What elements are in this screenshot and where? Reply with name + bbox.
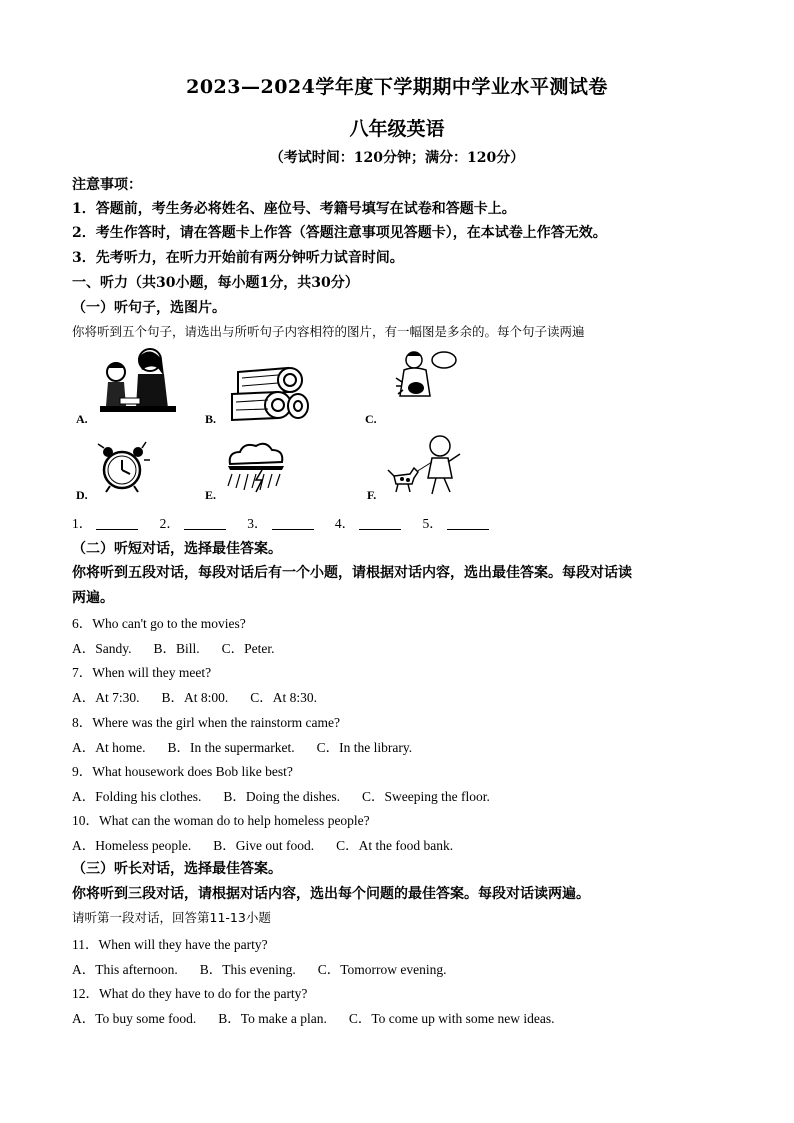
picture-label: F. [367,488,377,502]
logs-icon [228,366,310,422]
alarm-clock-icon [94,440,154,496]
question-options [72,834,475,854]
part-instruction: 你将听到五个句子，请选出与所听句子内容相符的图片，有一幅图是多余的。每个句子读两遍 [72,324,585,339]
notes-heading: 注意事项： [72,177,142,193]
option-b[interactable]: B．Doing the dishes. [223,789,341,804]
option-b[interactable]: B．In the supermarket. [167,740,295,755]
picture-label: D. [76,488,88,502]
option-c[interactable]: C．Tomorrow evening. [317,962,447,977]
option-a[interactable]: A．This afternoon. [72,962,178,977]
teacher-child-icon [98,346,178,420]
part-heading: （三）听长对话，选择最佳答案。 [72,861,282,877]
question-text: 7．When will they meet? [72,665,212,680]
picture-label: A. [76,412,88,426]
section-heading: 一、听力（共30小题，每小题1分，共30分） [72,275,359,291]
man-hurt-hand-icon [394,348,458,410]
question-text: 9．What housework does Bob like best? [72,764,293,779]
option-c[interactable]: C．At the food bank. [336,838,454,853]
option-c[interactable]: C．To come up with some new ideas. [348,1011,555,1026]
question-options [72,736,434,756]
answer-blank[interactable]: 2． [160,512,226,532]
answer-blank[interactable]: 5． [423,512,489,532]
option-c[interactable]: C．In the library. [316,740,413,755]
picture-label: E. [205,488,217,502]
part-instruction: 你将听到五段对话，每段对话后有一个小题，请根据对话内容，选出最佳答案。每段对话读 [72,565,632,581]
question-text: 10．What can the woman do to help homeless people? [72,813,370,828]
question-options [72,686,339,706]
answer-blank[interactable]: 4． [335,512,401,532]
note-item: 3．先考听力，在听力开始前有两分钟听力试音时间。 [72,250,404,266]
option-c[interactable]: C．At 8:30. [250,690,318,705]
question-options [72,958,469,978]
answer-blanks [72,512,507,532]
exam-title: 2023—2024学年度下学期期中学业水平测试卷 [186,76,608,98]
option-b[interactable]: B．At 8:00. [161,690,229,705]
option-b[interactable]: B．To make a plan. [218,1011,327,1026]
question-options [72,1007,576,1027]
option-c[interactable]: C．Sweeping the floor. [362,789,490,804]
question-text: 8．Where was the girl when the rainstorm came? [72,715,341,730]
option-a[interactable]: A．Sandy. [72,641,132,656]
exam-subject: 八年级英语 [349,118,445,140]
question-text: 12．What do they have to do for the party? [72,986,308,1001]
question-options [72,785,512,805]
option-a[interactable]: A．Folding his clothes. [72,789,202,804]
part-heading: （二）听短对话，选择最佳答案。 [72,541,282,557]
part-heading: （一）听句子，选图片。 [72,300,226,316]
answer-blank[interactable]: 1． [72,512,138,532]
answer-blank[interactable]: 3． [247,512,313,532]
question-text: 6．Who can't go to the movies? [72,616,246,631]
sub-instruction: 请听第一段对话，回答第11-13小题 [72,910,271,925]
girl-walking-dog-icon [386,432,466,498]
option-b[interactable]: B．This evening. [199,962,296,977]
note-item: 1．答题前，考生务必将姓名、座位号、考籍号填写在试卷和答题卡上。 [72,201,516,217]
option-a[interactable]: A．At home. [72,740,146,755]
question-text: 11．When will they have the party? [72,937,268,952]
option-b[interactable]: B．Give out food. [213,838,315,853]
exam-info: （考试时间：120分钟；满分：120分） [269,150,525,166]
part-instruction: 两遍。 [72,590,114,606]
picture-label: C. [365,412,377,426]
note-item: 2．考生作答时，请在答题卡上作答（答题注意事项见答题卡），在本试卷上作答无效。 [72,225,607,241]
option-a[interactable]: A．Homeless people. [72,838,192,853]
part-instruction: 你将听到三段对话，请根据对话内容，选出每个问题的最佳答案。每段对话读两遍。 [72,886,590,902]
rainstorm-cloud-icon [222,440,290,496]
option-a[interactable]: A．At 7:30. [72,690,140,705]
option-b[interactable]: B．Bill. [153,641,200,656]
question-options [72,637,297,657]
option-a[interactable]: A．To buy some food. [72,1011,197,1026]
picture-label: B. [205,412,217,426]
option-c[interactable]: C．Peter. [221,641,275,656]
